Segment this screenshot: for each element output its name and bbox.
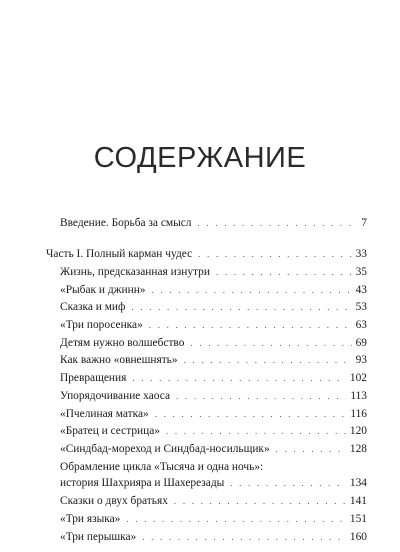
toc-entry [60, 353, 367, 367]
toc-entry [46, 247, 367, 261]
leader-dots [184, 353, 352, 367]
toc-entry-title: «Братец и сестрица» [60, 425, 160, 437]
toc-entry [60, 265, 367, 279]
toc-entry-title: «Синдбад-мореход и Синдбад-носильщик» [60, 443, 270, 455]
leader-dots [174, 494, 346, 508]
toc-entry-title: «Три поросенка» [60, 319, 143, 331]
toc-entry [60, 389, 367, 403]
page-title: СОДЕРЖАНИЕ [93, 142, 307, 174]
leader-dots [198, 216, 358, 230]
toc-entry-page: 141 [349, 495, 367, 507]
leader-dots [216, 265, 352, 279]
toc-entry [60, 283, 367, 297]
toc-entry-page: 53 [355, 301, 367, 313]
toc-entry-title: история Шахрияра и Шахерезады [60, 477, 225, 489]
leader-dots [155, 407, 347, 421]
leader-dots [126, 512, 346, 526]
toc-entry-page: 160 [349, 531, 367, 543]
toc-entry-page: 151 [349, 513, 367, 525]
toc-entry-title: Введение. Борьба за смысл [60, 217, 192, 229]
toc-entry-page: 43 [355, 284, 367, 296]
toc-entry-title: «Три языка» [60, 513, 121, 525]
toc-entry-page: 128 [349, 443, 367, 455]
toc-entry [60, 371, 367, 385]
toc-entry [60, 476, 367, 490]
toc-entry [60, 407, 367, 421]
leader-dots [152, 283, 352, 297]
toc-entry [60, 336, 367, 350]
toc-entry-page: 120 [349, 425, 367, 437]
leader-dots [190, 336, 351, 350]
toc-entry-page: 63 [355, 319, 367, 331]
toc-entry-page: 7 [361, 217, 367, 229]
toc-entry-page: 33 [355, 248, 367, 260]
toc-entry-page: 69 [355, 337, 367, 349]
toc-entry [60, 318, 367, 332]
toc-entry-title: Сказка и миф [60, 301, 126, 313]
toc-entry-title: «Рыбак и джинн» [60, 284, 146, 296]
toc-entry-title: Как важно «овнешнять» [60, 354, 178, 366]
leader-dots [198, 247, 351, 261]
toc-entry-title: Превращения [60, 372, 127, 384]
toc-entry [60, 300, 367, 314]
leader-dots [132, 371, 346, 385]
toc-entry-title: «Пчелиная матка» [60, 408, 149, 420]
toc-entry-page: 113 [350, 390, 367, 402]
leader-dots [276, 442, 346, 456]
toc-entry-page: 93 [355, 354, 367, 366]
toc-entry-title: «Три перышка» [60, 531, 137, 543]
toc-entry-title: Обрамление цикла «Тысяча и одна ночь»: [60, 461, 264, 473]
toc-entry [60, 494, 367, 508]
leader-dots [142, 530, 346, 544]
toc-entry-title: Сказки о двух братьях [60, 495, 168, 507]
leader-dots [131, 300, 351, 314]
toc-entry-title: Часть I. Полный карман чудес [46, 248, 193, 260]
toc-entry [60, 442, 367, 456]
toc-entry [60, 216, 367, 230]
leader-dots [176, 389, 346, 403]
toc-entry [60, 530, 367, 544]
toc-entry-page: 134 [349, 477, 367, 489]
leader-dots [230, 476, 346, 490]
toc-entry [60, 512, 367, 526]
toc-entry-page: 116 [350, 408, 367, 420]
leader-dots [166, 424, 346, 438]
toc-entry [60, 424, 367, 438]
toc-entry-title: Детям нужно волшебство [60, 337, 185, 349]
toc-entry-title: Жизнь, предсказанная изнутри [60, 266, 210, 278]
toc-entry-title: Упорядочивание хаоса [60, 390, 171, 402]
toc-entry-page: 102 [349, 372, 367, 384]
leader-dots [149, 318, 352, 332]
toc-entry-page: 35 [355, 266, 367, 278]
